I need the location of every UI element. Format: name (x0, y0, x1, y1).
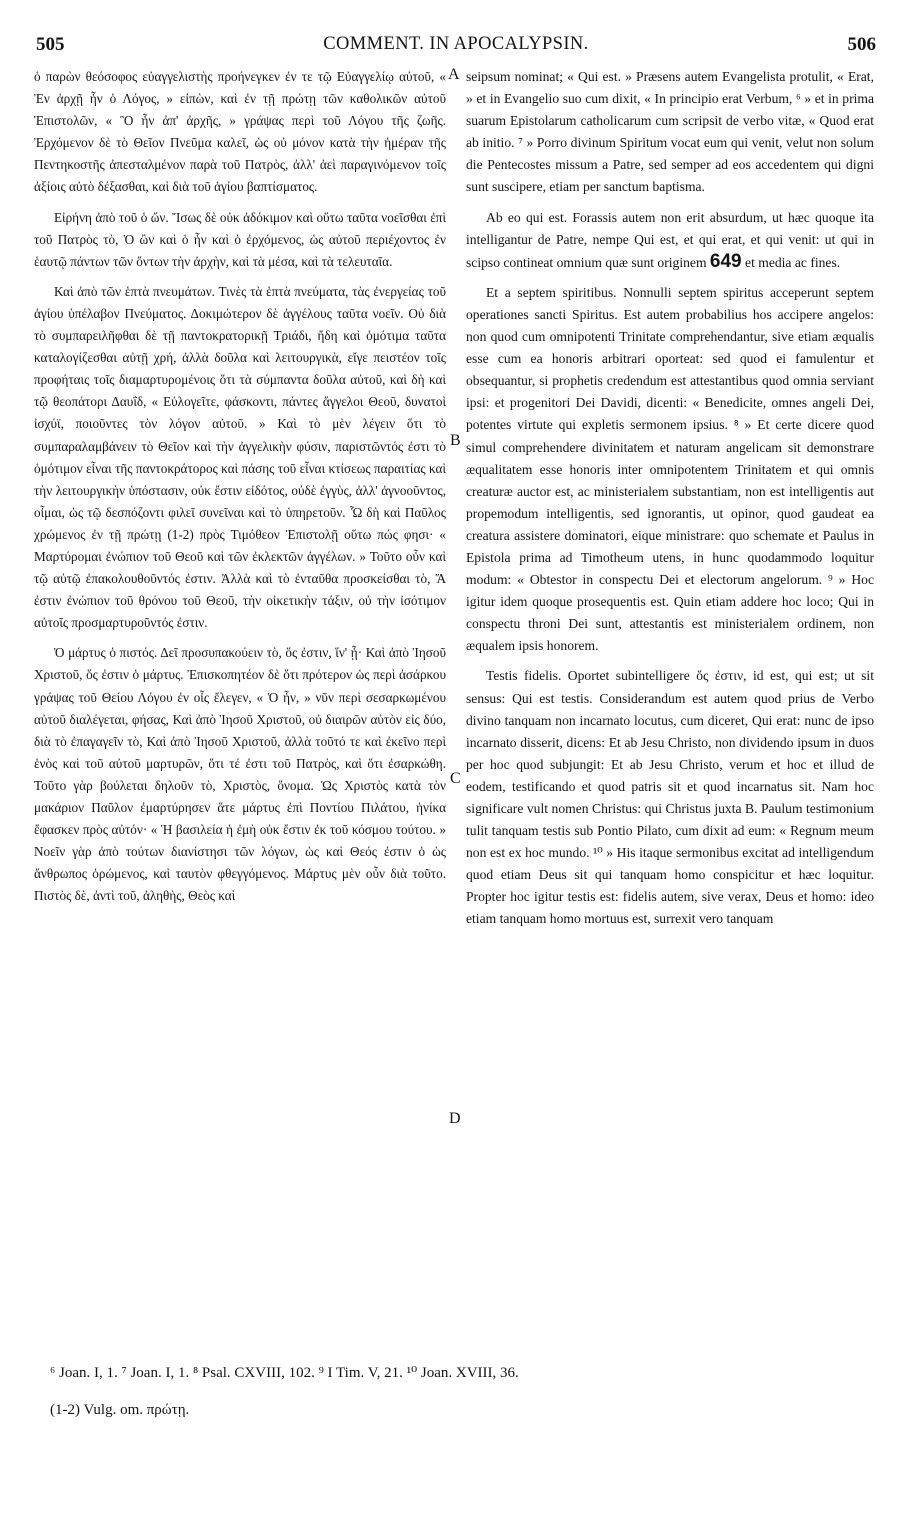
greek-paragraph: ὁ παρὼν θεόσοφος εὐαγγελιστὴς προήνεγκεν ἐν τε τῷ Εὐαγγελίῳ αὐτοῦ, « Ἐν ἀρχῇ ἦν ὁ Λόγος, » εἰπὼν, καὶ ἐν τῇ πρώτῃ τῶν καθολικῶν αὐτοῦ Ἐπιστολῶν, « Ὃ ἦν ἀπ' ἀρχῆς, » γράψας περὶ τοῦ Λόγου τῆς ζωῆς. Ἐρχόμενον δὲ τὸ Θεῖον Πνεῦμα καλεῖ, ὡς οὐ μόνον κατὰ τὴν ἡμέραν τῆς Πεντηκοστῆς ἀπεσταλμένον παρὰ τοῦ Πατρὸς, ἀλλ' ἀεὶ παραγινόμενον τοῖς ἀξίοις αὐτὸ δέξασθαι, καὶ διὰ τοῦ ἁγίου βαπτίσματος. (34, 69, 446, 195)
greek-paragraph: Καὶ ἀπὸ τῶν ἑπτὰ πνευμάτων. Τινὲς τὰ ἑπτὰ πνεύματα, τὰς ἐνεργείας τοῦ ἁγίου ὑπέλαβον Πνεύματος. Δοκιμώτερον δὲ ἀγγέλους ταῦτα νοεῖν. Οὐ διὰ τὸ συμπαρειλῆφθαι δὲ τῇ παντοκρατορικῇ Τριάδι, ἤδη καὶ ὁμότιμα ταῦτα καταλογίζεσθαι αὐτῇ χρή, ἀλλὰ δοῦλα καὶ λειτουργικὰ, εἴγε πειστέον τοῖς προφήταις τοῖς διαμαρτυρομένοις ὅτι τὰ σύμπαντα δοῦλα αὐτοῦ, καὶ δὴ καὶ τῷ θεοπάτορι Δαυΐδ, « Εὐλογεῖτε, φάσκοντι, πάντες ἄγγελοι Θεοῦ, δυνατοὶ ἰσχύϊ, ποιοῦντες τὸν λόγον αὐτοῦ. » Καὶ τὸ μὲν λέγειν ὅτι τὸ συμπαραλαμβάνειν τὸ Θεῖον καὶ τὴν ἀγγελικὴν φύσιν, παριστῶντός ἐστι τὸ ὁμότιμον εἶναι τῆς παντοκράτορος καὶ πάσης τοῦ εἶναι κτίσεως παραιτίας καὶ τὴν λειτουργικὴν ὑπόστασιν, οὐκ ἔστιν εἰδότος, οὐδὲ ἐγγὺς, ἀλλ' ἀγνοοῦντος, οἶμαι, ὡς τῷ δεσπόζοντι φιλεῖ συνεῖναι καὶ τὸ ὑπηρετοῦν. Ὧ δὴ καὶ Παῦλος χρώμενος ἐν τῇ πρώτῃ (1-2) πρὸς Τιμόθεον Ἐπιστολῇ οὕτω πώς φησι· « Μαρτύρομαι ἐνώπιον τοῦ Θεοῦ καὶ τῶν ἐκλεκτῶν ἀγγέλων. » Τοῦτο οὖν καὶ τῷ αὐτῷ ἐπακολουθοῦντός ἐστιν. Ἀλλὰ καὶ τὸ ἐνταῦθα προσκείσθαι τὸ, Ἅ ἐστιν ἐνώπιον τοῦ θρόνου τοῦ Θεοῦ, τὴν οἰκετικὴν τάξιν, οὐ τὴν ἰσότιμον αὐτοῖς προσμαρτυροῦντός ἐστιν. (34, 283, 446, 631)
gutter-letter-c: C (450, 770, 461, 787)
gutter-letter-d: D (449, 1110, 461, 1127)
latin-paragraph (466, 207, 874, 274)
latin-column (466, 66, 874, 939)
greek-paragraph: Ὁ μάρτυς ὁ πιστός. Δεῖ προσυπακούειν τὸ, ὅς ἐστιν, ἵν' ᾖ· Καὶ ἀπὸ Ἰησοῦ Χριστοῦ, ὅς ἐστιν ὁ μάρτυς. Ἐπισκοπητέον δὲ ὅτι πρότερον ὡς περὶ ἀσάρκου γράψας τοῦ Θείου Λόγου ἐν οἷς ἔλεγεν, « Ὁ ἦν, » νῦν περὶ σεσαρκωμένου αὐτοῦ διαλέγεται, φήσας, Καὶ ἀπὸ Ἰησοῦ Χριστοῦ, οὐ διαιρῶν αὐτὸν εἰς δύο, διὰ τὸ ἐπαγαγεῖν τὸ, Καὶ ἀπὸ Ἰησοῦ Χριστοῦ, ἀλλὰ τοῦτό τε καὶ ἐκεῖνο περὶ ἑνὸς καὶ τοῦ αὐτοῦ μαρτυρῶν, ὅτι τέ ἐστι τοῦ Πατρὸς, καὶ ὅτι ἐσαρκώθη. Τοῦτο γὰρ βούλεται δηλοῦν τὸ, Χριστὸς, ὄνομα. Ὡς Χριστὸς κατὰ τὸν μακάριον Παῦλον ἐμαρτύρησεν ἅτε μάρτυς ἐπὶ Ποντίου Πιλάτου, ἡνίκα ἔφασκεν πρὸς αὐτόν· « Ἡ βασιλεία ἡ ἐμὴ οὐκ ἔστιν ἐκ τοῦ κόσμου τούτου. » Νοεῖν γὰρ ἀπὸ τούτων διανίστησι τῶν λόγων, ὡς καὶ Θεός ἐστιν ὁ ὡς ἄνθρωπος ὁρώμενος, καὶ ταυτὸν φθεγγόμενος. Μάρτυς μὲν οὖν διὰ τοῦτο. Πιστὸς δὲ, ἀντὶ τοῦ, ἀληθὴς, Θεὸς καὶ (34, 645, 446, 904)
greek-paragraph: Εἰρήνη ἀπὸ τοῦ ὁ ὤν. Ἴσως δὲ οὐκ ἀδόκιμον καὶ οὕτω ταῦτα νοεῖσθαι ἐπὶ τοῦ Πατρὸς τὸ, Ὁ ὢν καὶ ὁ ἦν καὶ ὁ ἐρχόμενος, ὡς αὐτοῦ περιέχοντος ἐν ἑαυτῷ πάντων τῶν ὄντων τὴν ἀρχὴν, καὶ τὰ μέσα, καὶ τὰ τελευταῖα. (34, 209, 446, 269)
gutter-letter-a: A (448, 66, 460, 83)
column-number-marker: 649 (709, 250, 742, 272)
gutter-letter-b: B (450, 432, 461, 449)
variant-note: (1-2) Vulg. om. πρώτῃ. (50, 1402, 190, 1418)
running-head-title: COMMENT. IN APOCALYPSIN. (323, 34, 589, 54)
latin-paragraph: Et a septem spiritibus. Nonnulli septem spiritus acceperunt septem operationes sancti Spiritus. Est autem probabilius hos accipere angelos: non quod cum omnipotenti Trinitate comprehendantur, sive etiam æqualis esse cum ea honoris arbitrari oporteat: sed quod ei famulentur et obsequantur, si prophetis credendum est attestantibus quod omnia serviant ipsi: et progenitori Dei Davidi, dicenti: « Benedicite, omnes angeli Dei, potentes virtute qui expletis sermonem ipsius. ⁸ » Et certe dicere quod simul comprehendere divinitatem et naturam angelicam sit demonstrare æqualitatem esse honoris inter omnipotentem Trinitatem et qui omnis creaturæ auctor est, ac ministerialem substantiam, non est intelligentis aut propemodum intelligentis, sed ignorantis, ut opinor, quod gaudeat ea creatura assistere dominatori, eique ministrare: quo schemate et Paulus in Epistola prima ad Timotheum utens, in hunc quodammodo loquitur modum: « Obtestor in conspectu Dei et electorum angelorum. ⁹ » Hoc igitur idem quoque prosequentis est. Quin etiam addere hoc loco; Qui in conspectu throni Dei sunt, attestantis est ministerialem ordinem, non æqualem ipsis honorem. (466, 284, 874, 654)
running-header (36, 34, 876, 60)
latin-paragraph: Testis fidelis. Oportet subintelligere ὅς ἐστιν, id est, qui est; ut sit sensus: Qui est testis. Considerandum est autem quod prius de Verbo divino tanquam non incarnato locutus, cum diceret, Qui erat: nunc de ipso incarnato disserit, dicens: Et ab Jesu Christo, non dividendo ipsum in duos per hoc quod subjungit: Et ab Jesu Christo, verum et hoc et illud de eodem, testificando et quod patris sit et quod incarnatus sit. Nam hoc significare vult nomen Christus: qui Christus juxta B. Paulum testimonium tulit tanquam testis sub Pontio Pilato, cum dixit ad eum: « Regnum meum non est ex hoc mundo. ¹⁰ » His itaque sermonibus excitat ad intelligendum quod etiam Deus sit qui tanquam homo conspicitur et hæc loquitur. Propter hoc igitur testis est: fidelis autem, sive verax, Deus et homo: ideo etiam tanquam homo mortuus est, surrexit vero tanquam (466, 668, 874, 927)
latin-paragraph-text: et media ac fines. (745, 254, 841, 270)
page-number-left: 505 (36, 34, 65, 55)
greek-column (34, 66, 446, 915)
footnotes: ⁶ Joan. I, 1. ⁷ Joan. I, 1. ⁸ Psal. CXVIII, 102. ⁹ I Tim. V, 21. ¹⁰ Joan. XVIII, 36. (50, 1365, 519, 1381)
latin-paragraph: seipsum nominat; « Qui est. » Præsens autem Evangelista protulit, « Erat, » et in Evangelio suo cum dixit, « In principio erat Verbum, ⁶ » et in prima suarum Epistolarum catholicarum cum scripsit de verbo vitæ, « Quod erat ab initio. ⁷ » Porro divinum Spiritum vocat eum qui venit, velut non solum die Pentecostes missum a Patre, sed semper ad eos accedentem qui digni sunt suscipere, etiam per sanctum baptisma. (466, 69, 874, 195)
page-number-right: 506 (847, 34, 876, 55)
latin-paragraph-text: Ab eo qui est. Forassis autem non erit absurdum, ut hæc quoque ita intelligantur de Patre, nempe Qui est, et qui erat, et qui venit: ut qui in scipso contineat omnium quæ sunt originem (466, 209, 874, 270)
